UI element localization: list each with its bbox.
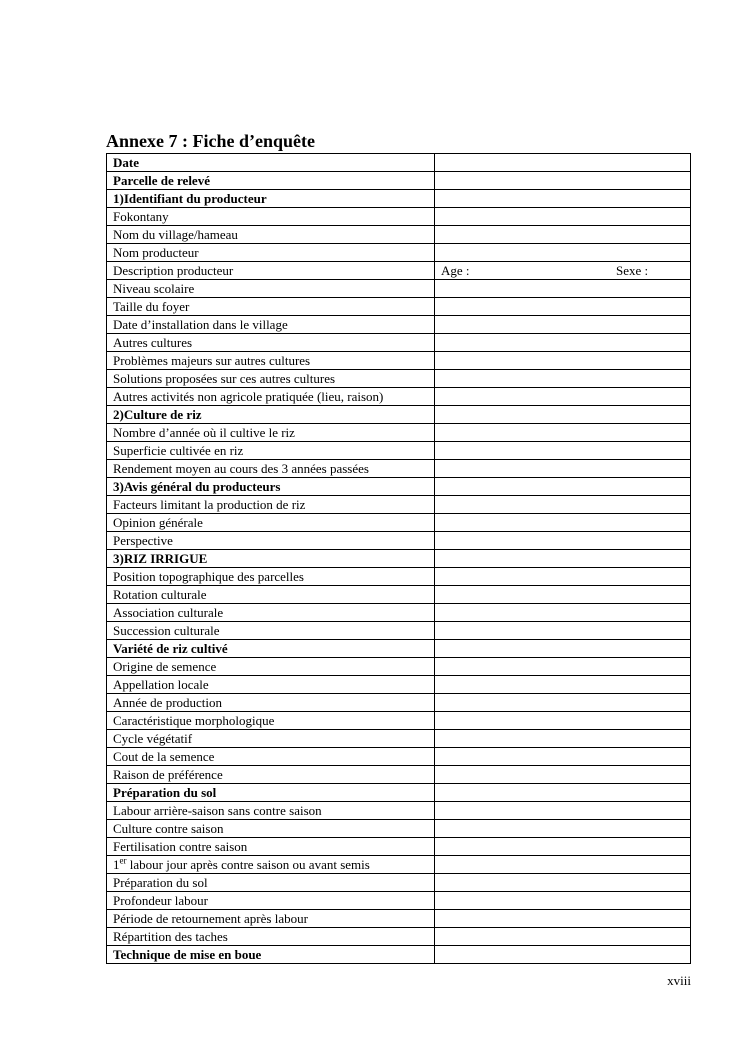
field-label <box>107 928 435 946</box>
table-row <box>107 460 691 478</box>
table-row <box>107 658 691 676</box>
answer-cell[interactable] <box>435 226 691 244</box>
answer-cell[interactable] <box>435 550 691 568</box>
field-label <box>107 748 435 766</box>
table-row <box>107 172 691 190</box>
section-heading <box>107 478 435 496</box>
answer-cell[interactable] <box>435 874 691 892</box>
field-label-text: Facteurs limitant la production de riz <box>113 497 306 512</box>
table-row <box>107 154 691 172</box>
section-heading <box>107 190 435 208</box>
field-label <box>107 910 435 928</box>
table-row <box>107 802 691 820</box>
field-label <box>107 838 435 856</box>
field-label-text: Période de retournement après labour <box>113 911 308 926</box>
table-row <box>107 370 691 388</box>
answer-cell[interactable] <box>435 388 691 406</box>
answer-cell[interactable] <box>435 298 691 316</box>
field-label-text: Répartition des taches <box>113 929 228 944</box>
field-label-text: Superficie cultivée en riz <box>113 443 244 458</box>
answer-cell[interactable] <box>435 604 691 622</box>
field-label <box>107 604 435 622</box>
field-label <box>107 856 435 874</box>
field-label <box>107 802 435 820</box>
field-label-text: Nom producteur <box>113 245 199 260</box>
field-label-text: Taille du foyer <box>113 299 190 314</box>
table-row <box>107 244 691 262</box>
section-heading <box>107 154 435 172</box>
field-label-text: Fokontany <box>113 209 169 224</box>
answer-cell[interactable] <box>435 910 691 928</box>
field-label-text: Nom du village/hameau <box>113 227 238 242</box>
table-row <box>107 226 691 244</box>
answer-cell[interactable] <box>435 316 691 334</box>
field-label-text: Position topographique des parcelles <box>113 569 304 584</box>
field-label-text: Profondeur labour <box>113 893 208 908</box>
field-label-text: Origine de semence <box>113 659 217 674</box>
field-label-text: Cycle végétatif <box>113 731 193 746</box>
section-heading <box>107 784 435 802</box>
answer-cell[interactable] <box>435 640 691 658</box>
field-label <box>107 226 435 244</box>
table-row <box>107 424 691 442</box>
table-row <box>107 352 691 370</box>
page-title: Annexe 7 : Fiche d’enquête <box>106 131 315 151</box>
field-label <box>107 712 435 730</box>
field-label <box>107 370 435 388</box>
answer-cell[interactable] <box>435 766 691 784</box>
answer-cell[interactable] <box>435 478 691 496</box>
field-label <box>107 658 435 676</box>
table-row <box>107 892 691 910</box>
section-heading <box>107 172 435 190</box>
table-row <box>107 712 691 730</box>
field-label-text: Nombre d’année où il cultive le riz <box>113 425 295 440</box>
answer-cell[interactable] <box>435 622 691 640</box>
answer-cell[interactable] <box>435 370 691 388</box>
answer-cell[interactable] <box>435 586 691 604</box>
field-label-text: Variété de riz cultivé <box>113 641 228 656</box>
field-label <box>107 388 435 406</box>
survey-table-body <box>107 154 691 964</box>
field-label <box>107 586 435 604</box>
field-label-text: Année de production <box>113 695 223 710</box>
answer-cell[interactable] <box>435 784 691 802</box>
field-label-text: Succession culturale <box>113 623 220 638</box>
field-label-text: Autres cultures <box>113 335 193 350</box>
answer-cell[interactable] <box>435 694 691 712</box>
table-row <box>107 784 691 802</box>
field-label <box>107 298 435 316</box>
field-label-text: Date d’installation dans le village <box>113 317 288 332</box>
field-label <box>107 694 435 712</box>
answer-cell[interactable] <box>435 352 691 370</box>
field-label-text: Appellation locale <box>113 677 209 692</box>
table-row <box>107 298 691 316</box>
field-label <box>107 280 435 298</box>
section-heading <box>107 640 435 658</box>
sexe-label: Sexe : <box>616 263 649 278</box>
field-label <box>107 820 435 838</box>
answer-cell[interactable] <box>435 406 691 424</box>
field-label-text: Perspective <box>113 533 173 548</box>
answer-cell[interactable] <box>435 496 691 514</box>
field-label-text: Cout de la semence <box>113 749 215 764</box>
table-row <box>107 280 691 298</box>
field-label <box>107 460 435 478</box>
field-label-text: Niveau scolaire <box>113 281 195 296</box>
table-row <box>107 406 691 424</box>
section-heading <box>107 946 435 964</box>
age-label: Age : <box>441 263 470 278</box>
field-label-text: 2)Culture de riz <box>113 407 202 422</box>
table-row <box>107 550 691 568</box>
table-row <box>107 874 691 892</box>
field-label-text: labour jour après contre saison ou avant semis <box>126 857 370 872</box>
field-label-text: Préparation du sol <box>113 785 217 800</box>
table-row <box>107 838 691 856</box>
answer-cell[interactable] <box>435 568 691 586</box>
field-label-text: Solutions proposées sur ces autres cultures <box>113 371 336 386</box>
answer-cell[interactable] <box>435 208 691 226</box>
answer-cell[interactable] <box>435 748 691 766</box>
field-label <box>107 262 435 280</box>
table-row <box>107 748 691 766</box>
answer-cell[interactable] <box>435 154 691 172</box>
survey-form-table <box>106 153 691 964</box>
table-row <box>107 694 691 712</box>
field-label <box>107 568 435 586</box>
answer-cell[interactable] <box>435 334 691 352</box>
field-label-text: Problèmes majeurs sur autres cultures <box>113 353 311 368</box>
field-label-text: Description producteur <box>113 263 234 278</box>
answer-cell[interactable] <box>435 856 691 874</box>
table-row <box>107 514 691 532</box>
field-label <box>107 442 435 460</box>
table-row <box>107 820 691 838</box>
table-row <box>107 442 691 460</box>
ordinal-number: 1 <box>113 857 120 872</box>
table-row <box>107 856 691 874</box>
answer-cell[interactable] <box>435 676 691 694</box>
table-row <box>107 388 691 406</box>
answer-cell[interactable] <box>435 280 691 298</box>
field-label-text: 3)RIZ IRRIGUE <box>113 551 208 566</box>
field-label-text: Raison de préférence <box>113 767 223 782</box>
answer-cell[interactable] <box>435 730 691 748</box>
field-label-text: 1)Identifiant du producteur <box>113 191 267 206</box>
field-label-text: Rotation culturale <box>113 587 207 602</box>
answer-cell[interactable] <box>435 172 691 190</box>
table-row <box>107 334 691 352</box>
table-row <box>107 730 691 748</box>
answer-cell[interactable] <box>435 802 691 820</box>
answer-cell[interactable] <box>435 892 691 910</box>
answer-cell[interactable] <box>435 712 691 730</box>
table-row <box>107 928 691 946</box>
field-label <box>107 208 435 226</box>
answer-cell[interactable] <box>435 514 691 532</box>
field-label <box>107 352 435 370</box>
ordinal-suffix: er <box>119 855 127 866</box>
table-row <box>107 568 691 586</box>
field-label <box>107 874 435 892</box>
field-label-text: Fertilisation contre saison <box>113 839 248 854</box>
field-label <box>107 316 435 334</box>
answer-cell[interactable] <box>435 190 691 208</box>
answer-cell[interactable] <box>435 460 691 478</box>
field-label <box>107 244 435 262</box>
field-label-text: Rendement moyen au cours des 3 années passées <box>113 461 369 476</box>
answer-cell[interactable] <box>435 244 691 262</box>
field-label-text: Date <box>113 155 139 170</box>
table-row <box>107 604 691 622</box>
field-label <box>107 676 435 694</box>
field-label <box>107 424 435 442</box>
field-label <box>107 766 435 784</box>
table-row <box>107 946 691 964</box>
answer-cell[interactable] <box>435 928 691 946</box>
field-label <box>107 892 435 910</box>
field-label-text: Labour arrière-saison sans contre saison <box>113 803 322 818</box>
answer-cell[interactable] <box>435 532 691 550</box>
field-label <box>107 514 435 532</box>
field-label <box>107 496 435 514</box>
table-row <box>107 676 691 694</box>
field-label <box>107 730 435 748</box>
table-row <box>107 622 691 640</box>
section-heading <box>107 406 435 424</box>
field-label-text: Opinion générale <box>113 515 203 530</box>
answer-cell[interactable] <box>435 262 691 280</box>
answer-cell[interactable] <box>435 838 691 856</box>
table-row <box>107 640 691 658</box>
field-label-text: Culture contre saison <box>113 821 224 836</box>
table-row <box>107 910 691 928</box>
field-label-text: 3)Avis général du producteurs <box>113 479 281 494</box>
field-label <box>107 622 435 640</box>
answer-cell[interactable] <box>435 442 691 460</box>
answer-cell[interactable] <box>435 820 691 838</box>
table-row <box>107 208 691 226</box>
table-row <box>107 586 691 604</box>
table-row <box>107 316 691 334</box>
answer-cell[interactable] <box>435 658 691 676</box>
field-label-text: Préparation du sol <box>113 875 208 890</box>
field-label-text: Technique de mise en boue <box>113 947 262 962</box>
table-row <box>107 766 691 784</box>
page-number: xviii <box>667 973 691 988</box>
table-row <box>107 532 691 550</box>
table-row <box>107 496 691 514</box>
field-label-text: Caractéristique morphologique <box>113 713 275 728</box>
field-label-text: Autres activités non agricole pratiquée (lieu, raison) <box>113 389 384 404</box>
table-row <box>107 478 691 496</box>
field-label <box>107 334 435 352</box>
field-label-text: Parcelle de relevé <box>113 173 210 188</box>
field-label-text: Association culturale <box>113 605 224 620</box>
answer-cell[interactable] <box>435 946 691 964</box>
table-row <box>107 190 691 208</box>
field-label <box>107 532 435 550</box>
section-heading <box>107 550 435 568</box>
answer-cell[interactable] <box>435 424 691 442</box>
table-row <box>107 262 691 280</box>
